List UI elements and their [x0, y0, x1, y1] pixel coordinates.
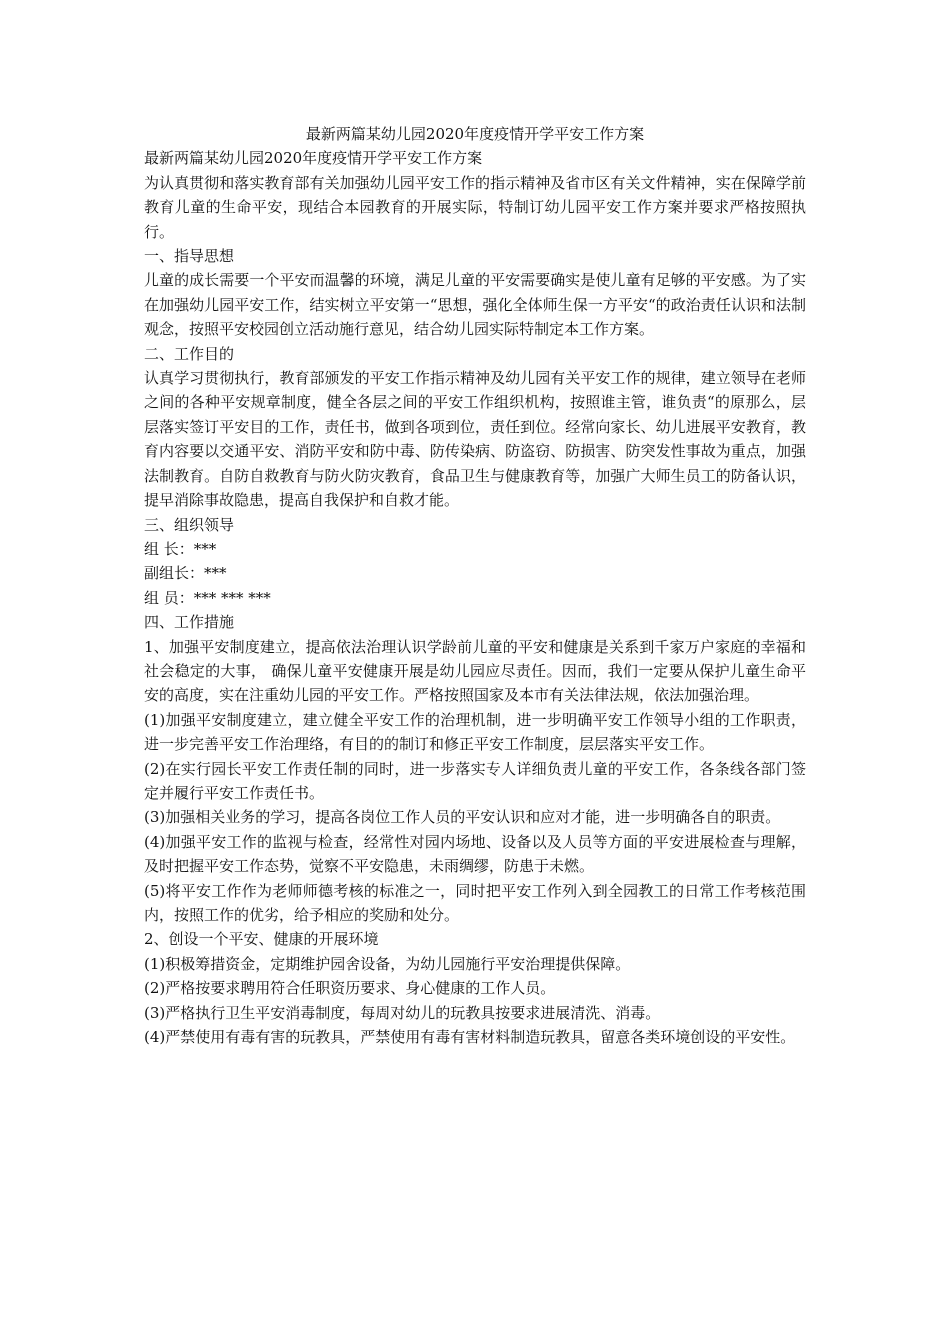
section-heading-organization: 三、组织领导 — [144, 515, 235, 534]
work-goal-paragraph: 认真学习贯彻执行，教育部颁发的平安工作指示精神及幼儿园有关平安工作的规律，建立领导在老师之间的各种平安规章制度，健全各层之间的平安工作组织机构，按照谁主管，谁负责“的原那么，层层落实签订平安目的工作，责任书，做到各项到位，责任到位。经常向家长、幼儿进展平安教育，教育内容要以交通平安、消防平安和防中毒、防传染病、防盗窃、防损害、防突发性事故为重点，加强法制教育。自防自救教育与防火防灾教育，食品卫生与健康教育等，加强广大师生员工的防备认识，提早消除事故隐患，提高自我保护和自救才能。 — [144, 369, 806, 510]
subtitle-line: 最新两篇某幼儿园2020年度疫情开学平安工作方案 — [144, 149, 483, 168]
document-page — [144, 122, 806, 1049]
leader-line: 组 长：*** — [144, 539, 217, 558]
measure-2-item-1: (1)积极筹措资金，定期维护园舍设备，为幼儿园施行平安治理提供保障。 — [144, 954, 631, 973]
section-heading-work-goal: 二、工作目的 — [144, 344, 235, 363]
measure-1-item-3: (3)加强相关业务的学习，提高各岗位工作人员的平安认识和应对才能，进一步明确各自的职责。 — [144, 808, 781, 827]
measure-1-item-5: (5)将平安工作作为老师师德考核的标准之一，同时把平安工作列入到全园教工的日常工作考核范围内，按照工作的优劣，给予相应的奖励和处分。 — [144, 881, 806, 924]
measure-1-item-2: (2)在实行园长平安工作责任制的同时，进一步落实专人详细负责儿童的平安工作，各条线各部门签定并履行平安工作责任书。 — [144, 759, 806, 802]
measure-2-heading: 2、创设一个平安、健康的开展环境 — [144, 930, 379, 949]
measure-2-item-4: (4)严禁使用有毒有害的玩教具，严禁使用有毒有害材料制造玩教具，留意各类环境创设的平安性。 — [144, 1028, 796, 1047]
members-line: 组 员：*** *** *** — [144, 588, 271, 607]
section-heading-guiding-thought: 一、指导思想 — [144, 247, 235, 266]
deputy-leader-line: 副组长：*** — [144, 564, 227, 583]
measure-1-item-1: (1)加强平安制度建立，建立健全平安工作的治理机制，进一步明确平安工作领导小组的工作职责，进一步完善平安工作治理络，有目的的制订和修正平安工作制度，层层落实平安工作。 — [144, 710, 806, 754]
measure-1-item-4: (4)加强平安工作的监视与检查，经常性对园内场地、设备以及人员等方面的平安进展检查与理解，及时把握平安工作态势，觉察不平安隐患，未雨绸缪，防患于未燃。 — [144, 832, 806, 876]
document-title: 最新两篇某幼儿园2020年度疫情开学平安工作方案 — [305, 125, 645, 143]
intro-paragraph: 为认真贯彻和落实教育部有关加强幼儿园平安工作的指示精神及省市区有关文件精神，实在保障学前教育儿童的生命平安，现结合本园教育的开展实际，特制订幼儿园平安工作方案并要求严格按照执行。 — [144, 173, 806, 241]
measure-2-item-3: (3)严格执行卫生平安消毒制度，每周对幼儿的玩教具按要求进展清洗、消毒。 — [144, 1003, 661, 1022]
measure-1-paragraph: 1、加强平安制度建立，提高依法治理认识学龄前儿童的平安和健康是关系到千家万户家庭的幸福和社会稳定的大事， 确保儿童平安健康开展是幼儿园应尽责任。因而，我们一定要从保护儿童生命平安的高度，实在注重幼儿园的平安工作。严格按照国家及本市有关法律法规，依法加强治理。 — [144, 637, 806, 705]
section-heading-measures: 四、工作措施 — [144, 613, 235, 632]
measure-2-item-2: (2)严格按要求聘用符合任职资历要求、身心健康的工作人员。 — [144, 979, 556, 998]
guiding-thought-paragraph: 儿童的成长需要一个平安而温馨的环境，满足儿童的平安需要确实是使儿童有足够的平安感。为了实在加强幼儿园平安工作，结实树立平安第一“思想，强化全体师生保一方平安“的政治责任认识和法制观念，按照平安校园创立活动施行意见，结合幼儿园实际特制定本工作方案。 — [144, 271, 806, 339]
